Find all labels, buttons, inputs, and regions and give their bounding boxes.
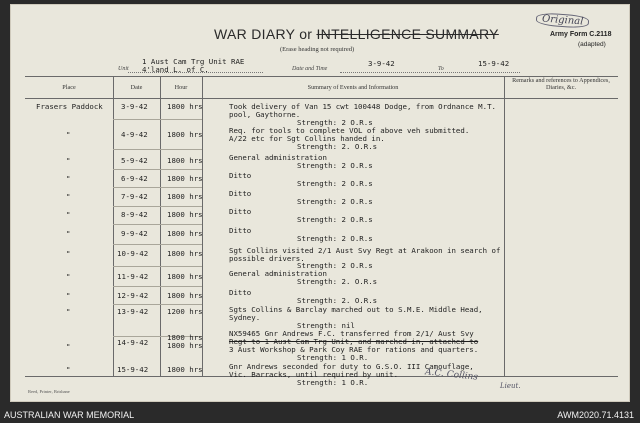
entry-date: 4-9-42: [121, 130, 148, 139]
to-label: To: [438, 66, 444, 72]
entry-line: Strength: 2. O.R.s: [297, 277, 378, 286]
entry-place: ": [66, 156, 71, 165]
entry-line: Sydney.: [229, 313, 261, 322]
entry-line: Strength: 2. O.R.s: [297, 142, 378, 151]
unit-underline: [128, 72, 263, 73]
entry-line: A/22 etc for Sgt Collins handed in.: [229, 134, 385, 143]
entry-hour: 1800 hrs: [167, 365, 203, 374]
entry-hour: 1800 hrs: [167, 102, 203, 111]
footer-institution: AUSTRALIAN WAR MEMORIAL: [4, 410, 135, 420]
entry-line: pool, Gaythorne.: [229, 110, 301, 119]
header-hour: Hour: [174, 84, 188, 91]
entry-line: General administration: [229, 269, 327, 278]
original-stamp: Original: [536, 12, 590, 29]
col-rule-2: [160, 76, 161, 376]
entry-hour: 1800 hrs: [167, 192, 203, 201]
entry-hour: 1800 hrs: [167, 130, 203, 139]
entry-line-struck: Regt to 1 Aust Cam Trg Unit, and marched in, attached to: [229, 337, 479, 346]
erase-note: (Erase heading not required): [280, 46, 355, 53]
entry-place: ": [66, 210, 71, 219]
entry-date: 9-9-42: [121, 229, 148, 238]
entry-place: ": [66, 365, 71, 374]
entry-line: Req. for tools to complete VOL of above veh submitted.: [229, 126, 470, 135]
entry-date: 14-9-42: [117, 338, 149, 347]
entry-place: ": [66, 130, 71, 139]
entry-line: Ditto: [229, 288, 252, 297]
entry-hour: 1800 hrs: [167, 229, 203, 238]
entry-line: Strength: 1 O.R.: [297, 353, 369, 362]
header-remarks: Remarks and references to Appendices, Diaries, &c.: [512, 77, 610, 91]
entry-line: Sgt Collins visited 2/1 Aust Svy Regt at Arakoon in search of: [229, 246, 501, 255]
row-separator: [113, 286, 202, 287]
entry-line: Ditto: [229, 207, 252, 216]
row-separator: [113, 119, 202, 120]
entry-line: Gnr Andrews seconded for duty to G.S.O. III Camouflage,: [229, 362, 474, 371]
entry-date: 15-9-42: [117, 365, 149, 374]
entry-line: Strength: nil: [297, 321, 355, 330]
unit-area: 4'land L. of C.: [142, 65, 209, 74]
row-separator: [113, 266, 202, 267]
entry-line: General administration: [229, 153, 327, 162]
entry-place: ": [66, 192, 71, 201]
entry-line: NX59465 Gnr Andrews F.C. transferred from 2/1/ Aust Svy: [229, 329, 474, 338]
entry-hour: 1800 hrs: [167, 156, 203, 165]
diary-page: [10, 4, 630, 402]
entry-place: ": [66, 342, 71, 351]
army-form-label: Army Form C.2118: [550, 31, 612, 38]
unit-name: 1 Aust Cam Trg Unit RAE: [142, 57, 245, 66]
entry-date: 11-9-42: [117, 272, 149, 281]
entry-line: Ditto: [229, 171, 252, 180]
entry-line: Vic. Barracks, until required by unit.: [229, 370, 399, 379]
entry-place: ": [66, 249, 71, 258]
unit-label: Unit: [118, 66, 129, 72]
entry-line: Ditto: [229, 226, 252, 235]
row-separator: [113, 244, 202, 245]
title-prefix: WAR DIARY or: [214, 26, 313, 42]
entry-line: Strength: 2. O.R.s: [297, 296, 378, 305]
entry-line: Strength: 2 O.R.s: [297, 234, 373, 243]
entry-line: Strength: 2 O.R.s: [297, 261, 373, 270]
footer-band: [0, 406, 640, 423]
entry-hour-2: 1800 hrs: [167, 341, 203, 350]
entry-line: Strength: 2 O.R.s: [297, 161, 373, 170]
entry-hour: 1800 hrs: [167, 272, 203, 281]
col-rule-4: [504, 76, 505, 376]
printer-note: Reed, Printer, Brisbane: [28, 389, 70, 394]
row-separator: [113, 187, 202, 188]
entry-line: Strength: 2 O.R.s: [297, 118, 373, 127]
signature-rank: Lieut.: [500, 382, 521, 390]
row-separator: [113, 304, 202, 305]
entry-hour: 1800 hrs: [167, 249, 203, 258]
entry-line: Strength: 1 O.R.: [297, 378, 369, 387]
date-label: Date and Time: [292, 66, 328, 72]
row-separator: [113, 224, 202, 225]
entry-hour: 1200 hrs: [167, 307, 203, 316]
entry-date: 12-9-42: [117, 291, 149, 300]
entry-place: ": [66, 307, 71, 316]
date-from: 3-9-42: [368, 59, 395, 68]
entry-date: 8-9-42: [121, 210, 148, 219]
col-rule-1: [113, 76, 114, 376]
page-title: [214, 26, 499, 42]
footer-accession-number: AWM2020.71.4131: [557, 410, 634, 420]
entry-place: ": [66, 291, 71, 300]
entry-hour: 1800 hrs: [167, 333, 203, 342]
header-date: Date: [130, 84, 143, 91]
entry-line: Took delivery of Van 15 cwt 100448 Dodge, from Ordnance M.T.: [229, 102, 496, 111]
entry-date: 5-9-42: [121, 156, 148, 165]
header-summary: Summary of Events and Information: [307, 84, 399, 91]
entry-date: 10-9-42: [117, 249, 149, 258]
entry-line: Sgts Collins & Barclay marched out to S.M.E. Middle Head,: [229, 305, 483, 314]
row-separator: [113, 206, 202, 207]
entry-line: Ditto: [229, 189, 252, 198]
entry-line: possible drivers.: [229, 254, 305, 263]
signature: A.C. Collins: [424, 367, 479, 383]
title-struck: INTELLIGENCE SUMMARY: [316, 26, 499, 42]
entry-place: ": [66, 272, 71, 281]
entry-place: ": [66, 174, 71, 183]
entry-hour: 1800 hrs: [167, 174, 203, 183]
entry-date: 7-9-42: [121, 192, 148, 201]
entry-date: 3-9-42: [121, 102, 148, 111]
header-place: Place: [62, 84, 76, 91]
date-to: 15-9-42: [478, 59, 510, 68]
entry-date: 13-9-42: [117, 307, 149, 316]
entry-line: Strength: 2 O.R.s: [297, 179, 373, 188]
entry-place: Frasers Paddock: [36, 102, 103, 111]
entry-place: ": [66, 229, 71, 238]
col-rule-3: [202, 76, 203, 376]
entry-hour: 1800 hrs: [167, 291, 203, 300]
adapted-label: (adapted): [578, 41, 606, 48]
row-separator: [113, 149, 202, 150]
entry-date: 6-9-42: [121, 174, 148, 183]
entry-hour: 1800 hrs: [167, 210, 203, 219]
entry-line: Strength: 2 O.R.s: [297, 197, 373, 206]
entry-line: Strength: 2 O.R.s: [297, 215, 373, 224]
date-underline: [340, 72, 520, 73]
row-separator: [113, 169, 202, 170]
entry-line: 3 Aust Workshop & Park Coy RAE for rations and quarters.: [229, 345, 479, 354]
